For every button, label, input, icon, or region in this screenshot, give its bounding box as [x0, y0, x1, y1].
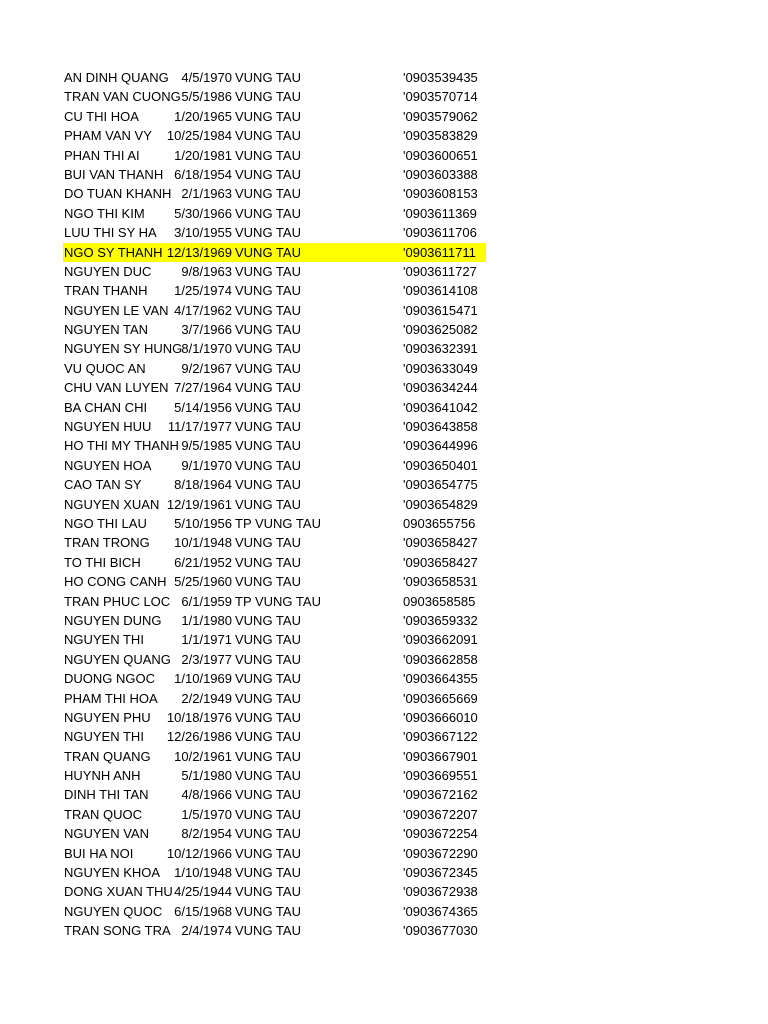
- phone-cell[interactable]: '0903667901: [403, 748, 478, 764]
- table-row[interactable]: [63, 863, 493, 882]
- city-cell[interactable]: TP VUNG TAU: [235, 515, 321, 531]
- table-row[interactable]: [63, 359, 493, 378]
- phone-cell[interactable]: '0903662091: [403, 632, 478, 648]
- city-cell[interactable]: VUNG TAU: [235, 826, 301, 842]
- city-cell[interactable]: VUNG TAU: [235, 302, 301, 318]
- date-cell[interactable]: 12/19/1961: [166, 496, 232, 512]
- name-cell[interactable]: PHAM VAN VY: [64, 128, 152, 144]
- phone-cell[interactable]: '0903669551: [403, 768, 478, 784]
- date-cell[interactable]: 3/7/1966: [181, 322, 232, 338]
- date-cell[interactable]: 11/17/1977: [167, 419, 232, 435]
- date-cell[interactable]: 1/25/1974: [174, 283, 232, 299]
- table-row[interactable]: [63, 630, 493, 649]
- phone-cell[interactable]: '0903634244: [403, 380, 478, 396]
- table-row[interactable]: [63, 107, 493, 126]
- date-cell[interactable]: 10/12/1966: [166, 845, 232, 861]
- table-row[interactable]: [63, 87, 493, 106]
- name-cell[interactable]: NGUYEN XUAN: [64, 496, 160, 512]
- city-cell[interactable]: VUNG TAU: [235, 205, 301, 221]
- date-cell[interactable]: 2/4/1974: [181, 923, 232, 939]
- table-row[interactable]: [63, 204, 493, 223]
- city-cell[interactable]: VUNG TAU: [235, 128, 301, 144]
- city-cell[interactable]: VUNG TAU: [235, 729, 301, 745]
- table-row[interactable]: [63, 398, 493, 417]
- date-cell[interactable]: 5/25/1960: [174, 574, 232, 590]
- table-row[interactable]: [63, 339, 493, 358]
- city-cell[interactable]: VUNG TAU: [235, 108, 301, 124]
- date-cell[interactable]: 10/18/1976: [166, 709, 232, 725]
- table-row[interactable]: [63, 495, 493, 514]
- phone-cell[interactable]: '0903583829: [403, 128, 478, 144]
- city-cell[interactable]: VUNG TAU: [235, 748, 301, 764]
- date-cell[interactable]: 12/26/1986: [166, 729, 232, 745]
- table-row[interactable]: [63, 262, 493, 281]
- name-cell[interactable]: NGUYEN LE VAN: [64, 302, 169, 318]
- city-cell[interactable]: VUNG TAU: [235, 554, 301, 570]
- table-row[interactable]: [63, 572, 493, 591]
- name-cell[interactable]: NGO THI LAU: [64, 515, 147, 531]
- date-cell[interactable]: 9/1/1970: [181, 457, 232, 473]
- name-cell[interactable]: BUI VAN THANH: [64, 166, 164, 182]
- city-cell[interactable]: VUNG TAU: [235, 244, 301, 260]
- phone-cell[interactable]: '0903615471: [403, 302, 478, 318]
- phone-cell[interactable]: '0903611369: [403, 205, 477, 221]
- name-cell[interactable]: BA CHAN CHI: [64, 399, 148, 415]
- phone-cell[interactable]: '0903672290: [403, 845, 478, 861]
- phone-cell[interactable]: '0903600651: [403, 147, 478, 163]
- table-row[interactable]: [63, 165, 493, 184]
- date-cell[interactable]: 12/13/1969: [166, 244, 232, 260]
- city-cell[interactable]: VUNG TAU: [235, 709, 301, 725]
- table-row[interactable]: [63, 553, 493, 572]
- date-cell[interactable]: 8/2/1954: [181, 826, 232, 842]
- phone-cell[interactable]: '0903659332: [403, 612, 478, 628]
- date-cell[interactable]: 1/5/1970: [181, 806, 232, 822]
- phone-cell[interactable]: '0903611706: [403, 225, 477, 241]
- phone-cell[interactable]: '0903658427: [403, 554, 478, 570]
- name-cell[interactable]: NGUYEN THI: [64, 632, 144, 648]
- phone-cell[interactable]: '0903644996: [403, 438, 478, 454]
- city-cell[interactable]: VUNG TAU: [235, 903, 301, 919]
- date-cell[interactable]: 9/2/1967: [181, 360, 232, 376]
- phone-cell[interactable]: '0903633049: [403, 360, 478, 376]
- name-cell[interactable]: DONG XUAN THU: [64, 884, 173, 900]
- date-cell[interactable]: 4/25/1944: [174, 884, 232, 900]
- date-cell[interactable]: 7/27/1964: [174, 380, 232, 396]
- city-cell[interactable]: VUNG TAU: [235, 787, 301, 803]
- date-cell[interactable]: 1/20/1981: [174, 147, 232, 163]
- table-row[interactable]: [63, 456, 493, 475]
- table-row[interactable]: [63, 727, 493, 746]
- date-cell[interactable]: 5/30/1966: [174, 205, 232, 221]
- name-cell[interactable]: LUU THI SY HA: [64, 225, 157, 241]
- date-cell[interactable]: 4/5/1970: [181, 70, 232, 85]
- name-cell[interactable]: AN DINH QUANG: [64, 70, 169, 85]
- name-cell[interactable]: TRAN THANH: [64, 283, 148, 299]
- city-cell[interactable]: VUNG TAU: [235, 806, 301, 822]
- phone-cell[interactable]: '0903608153: [403, 186, 478, 202]
- city-cell[interactable]: VUNG TAU: [235, 399, 301, 415]
- name-cell[interactable]: NGUYEN HOA: [64, 457, 152, 473]
- table-row[interactable]: [63, 126, 493, 145]
- phone-cell[interactable]: '0903570714: [403, 89, 478, 105]
- name-cell[interactable]: NGUYEN KHOA: [64, 865, 161, 881]
- name-cell[interactable]: NGUYEN THI: [64, 729, 144, 745]
- table-row[interactable]: [63, 417, 493, 436]
- city-cell[interactable]: VUNG TAU: [235, 380, 301, 396]
- phone-cell[interactable]: 0903655756: [403, 515, 476, 531]
- name-cell[interactable]: CHU VAN LUYEN: [64, 380, 169, 396]
- date-cell[interactable]: 5/5/1986: [181, 89, 232, 105]
- phone-cell[interactable]: '0903643858: [403, 419, 478, 435]
- date-cell[interactable]: 1/1/1980: [181, 612, 232, 628]
- name-cell[interactable]: TRAN QUANG: [64, 748, 151, 764]
- city-cell[interactable]: VUNG TAU: [235, 671, 301, 687]
- date-cell[interactable]: 10/2/1961: [174, 748, 232, 764]
- date-cell[interactable]: 10/25/1984: [166, 128, 232, 144]
- date-cell[interactable]: 4/17/1962: [174, 302, 232, 318]
- name-cell[interactable]: HUYNH ANH: [64, 768, 141, 784]
- phone-cell[interactable]: '0903674365: [403, 903, 478, 919]
- table-row[interactable]: [63, 650, 493, 669]
- name-cell[interactable]: NGUYEN QUOC: [64, 903, 163, 919]
- name-cell[interactable]: NGUYEN SY HUNG: [64, 341, 183, 357]
- phone-cell[interactable]: '0903658427: [403, 535, 478, 551]
- city-cell[interactable]: VUNG TAU: [235, 865, 301, 881]
- name-cell[interactable]: TRAN VAN CUONG: [64, 89, 181, 105]
- city-cell[interactable]: VUNG TAU: [235, 632, 301, 648]
- date-cell[interactable]: 6/18/1954: [174, 166, 232, 182]
- phone-cell[interactable]: '0903614108: [403, 283, 478, 299]
- phone-cell[interactable]: '0903662858: [403, 651, 478, 667]
- date-cell[interactable]: 9/5/1985: [181, 438, 232, 454]
- date-cell[interactable]: 8/1/1970: [181, 341, 232, 357]
- table-row[interactable]: [63, 146, 493, 165]
- date-cell[interactable]: 1/1/1971: [181, 632, 232, 648]
- name-cell[interactable]: DINH THI TAN: [64, 787, 149, 803]
- city-cell[interactable]: VUNG TAU: [235, 535, 301, 551]
- table-row[interactable]: [63, 882, 493, 901]
- date-cell[interactable]: 1/10/1948: [174, 865, 232, 881]
- phone-cell[interactable]: '0903654775: [403, 477, 478, 493]
- table-row[interactable]: [63, 533, 493, 552]
- city-cell[interactable]: VUNG TAU: [235, 283, 301, 299]
- date-cell[interactable]: 2/1/1963: [181, 186, 232, 202]
- name-cell[interactable]: NGUYEN TAN: [64, 322, 149, 338]
- phone-cell[interactable]: 0903658585: [403, 593, 476, 609]
- table-row[interactable]: [63, 921, 493, 940]
- phone-cell[interactable]: '0903641042: [403, 399, 478, 415]
- table-row[interactable]: [63, 436, 493, 455]
- name-cell[interactable]: BUI HA NOI: [64, 845, 134, 861]
- table-row[interactable]: [63, 378, 493, 397]
- name-cell[interactable]: VU QUOC AN: [64, 360, 146, 376]
- table-row[interactable]: [63, 708, 493, 727]
- city-cell[interactable]: VUNG TAU: [235, 147, 301, 163]
- city-cell[interactable]: VUNG TAU: [235, 225, 301, 241]
- phone-cell[interactable]: '0903579062: [403, 108, 478, 124]
- name-cell[interactable]: CU THI HOA: [64, 108, 139, 124]
- phone-cell[interactable]: '0903672254: [403, 826, 478, 842]
- table-row[interactable]: [63, 689, 493, 708]
- table-row-highlighted[interactable]: [63, 243, 486, 262]
- table-row[interactable]: [63, 301, 493, 320]
- table-row[interactable]: [63, 902, 493, 921]
- table-row[interactable]: [63, 320, 493, 339]
- date-cell[interactable]: 9/8/1963: [181, 263, 232, 279]
- table-row[interactable]: [63, 805, 493, 824]
- table-row[interactable]: [63, 281, 493, 300]
- city-cell[interactable]: VUNG TAU: [235, 496, 301, 512]
- city-cell[interactable]: VUNG TAU: [235, 884, 301, 900]
- table-row[interactable]: [63, 669, 493, 688]
- date-cell[interactable]: 3/10/1955: [174, 225, 232, 241]
- phone-cell[interactable]: '0903603388: [403, 166, 478, 182]
- name-cell[interactable]: DO TUAN KHANH: [64, 186, 172, 202]
- city-cell[interactable]: VUNG TAU: [235, 923, 301, 939]
- name-cell[interactable]: NGUYEN DUNG: [64, 612, 162, 628]
- name-cell[interactable]: NGUYEN QUANG: [64, 651, 171, 667]
- city-cell[interactable]: VUNG TAU: [235, 477, 301, 493]
- city-cell[interactable]: VUNG TAU: [235, 70, 301, 85]
- date-cell[interactable]: 8/18/1964: [174, 477, 232, 493]
- phone-cell[interactable]: '0903672345: [403, 865, 478, 881]
- phone-cell[interactable]: '0903672207: [403, 806, 478, 822]
- date-cell[interactable]: 5/10/1956: [174, 515, 232, 531]
- phone-cell[interactable]: '0903665669: [403, 690, 478, 706]
- name-cell[interactable]: NGUYEN PHU: [64, 709, 151, 725]
- table-row[interactable]: [63, 514, 493, 533]
- date-cell[interactable]: 1/20/1965: [174, 108, 232, 124]
- name-cell[interactable]: TRAN SONG TRA: [64, 923, 171, 939]
- phone-cell[interactable]: '0903632391: [403, 341, 478, 357]
- city-cell[interactable]: TP VUNG TAU: [235, 593, 321, 609]
- city-cell[interactable]: VUNG TAU: [235, 690, 301, 706]
- name-cell[interactable]: HO THI MY THANH: [64, 438, 179, 454]
- date-cell[interactable]: 5/1/1980: [181, 768, 232, 784]
- spreadsheet-table: [63, 68, 493, 941]
- phone-cell[interactable]: '0903664355: [403, 671, 478, 687]
- city-cell[interactable]: VUNG TAU: [235, 419, 301, 435]
- name-cell[interactable]: NGUYEN DUC: [64, 263, 152, 279]
- name-cell[interactable]: CAO TAN SY: [64, 477, 142, 493]
- city-cell[interactable]: VUNG TAU: [235, 166, 301, 182]
- name-cell[interactable]: NGO SY THANH: [64, 244, 163, 260]
- phone-cell[interactable]: '0903650401: [403, 457, 478, 473]
- city-cell[interactable]: VUNG TAU: [235, 360, 301, 376]
- table-row[interactable]: [63, 611, 493, 630]
- phone-cell[interactable]: '0903625082: [403, 322, 478, 338]
- name-cell[interactable]: PHAM THI HOA: [64, 690, 158, 706]
- date-cell[interactable]: 4/8/1966: [181, 787, 232, 803]
- phone-cell[interactable]: '0903658531: [403, 574, 478, 590]
- city-cell[interactable]: VUNG TAU: [235, 574, 301, 590]
- table-row[interactable]: [63, 747, 493, 766]
- table-row[interactable]: [63, 844, 493, 863]
- phone-cell[interactable]: '0903672162: [403, 787, 478, 803]
- name-cell[interactable]: DUONG NGOC: [64, 671, 155, 687]
- table-row[interactable]: [63, 184, 493, 203]
- name-cell[interactable]: NGUYEN HUU: [64, 419, 152, 435]
- phone-cell[interactable]: '0903672938: [403, 884, 478, 900]
- date-cell[interactable]: 2/3/1977: [181, 651, 232, 667]
- city-cell[interactable]: VUNG TAU: [235, 651, 301, 667]
- city-cell[interactable]: VUNG TAU: [235, 341, 301, 357]
- name-cell[interactable]: TRAN TRONG: [64, 535, 150, 551]
- phone-cell[interactable]: '0903611727: [403, 263, 477, 279]
- date-cell[interactable]: 10/1/1948: [174, 535, 232, 551]
- table-row[interactable]: [63, 824, 493, 843]
- phone-cell[interactable]: '0903677030: [403, 923, 478, 939]
- city-cell[interactable]: VUNG TAU: [235, 612, 301, 628]
- name-cell[interactable]: HO CONG CANH: [64, 574, 167, 590]
- table-row[interactable]: [63, 785, 493, 804]
- date-cell[interactable]: 2/2/1949: [181, 690, 232, 706]
- table-row[interactable]: [63, 592, 493, 611]
- name-cell[interactable]: TO THI BICH: [64, 554, 141, 570]
- city-cell[interactable]: VUNG TAU: [235, 186, 301, 202]
- date-cell[interactable]: 6/15/1968: [174, 903, 232, 919]
- name-cell[interactable]: TRAN PHUC LOC: [64, 593, 171, 609]
- city-cell[interactable]: VUNG TAU: [235, 89, 301, 105]
- phone-cell[interactable]: '0903667122: [403, 729, 478, 745]
- phone-cell[interactable]: '0903539435: [403, 70, 478, 85]
- table-row[interactable]: [63, 475, 493, 494]
- date-cell[interactable]: 5/14/1956: [174, 399, 232, 415]
- city-cell[interactable]: VUNG TAU: [235, 263, 301, 279]
- city-cell[interactable]: VUNG TAU: [235, 845, 301, 861]
- phone-cell[interactable]: '0903611711: [403, 244, 476, 260]
- date-cell[interactable]: 1/10/1969: [174, 671, 232, 687]
- table-row[interactable]: [63, 223, 493, 242]
- name-cell[interactable]: NGO THI KIM: [64, 205, 145, 221]
- date-cell[interactable]: 6/1/1959: [181, 593, 232, 609]
- city-cell[interactable]: VUNG TAU: [235, 438, 301, 454]
- table-row[interactable]: [63, 766, 493, 785]
- table-row[interactable]: [63, 68, 493, 87]
- name-cell[interactable]: NGUYEN VAN: [64, 826, 149, 842]
- phone-cell[interactable]: '0903654829: [403, 496, 478, 512]
- name-cell[interactable]: PHAN THI AI: [64, 147, 140, 163]
- phone-cell[interactable]: '0903666010: [403, 709, 478, 725]
- city-cell[interactable]: VUNG TAU: [235, 322, 301, 338]
- name-cell[interactable]: TRAN QUOC: [64, 806, 142, 822]
- city-cell[interactable]: VUNG TAU: [235, 768, 301, 784]
- city-cell[interactable]: VUNG TAU: [235, 457, 301, 473]
- date-cell[interactable]: 6/21/1952: [174, 554, 232, 570]
